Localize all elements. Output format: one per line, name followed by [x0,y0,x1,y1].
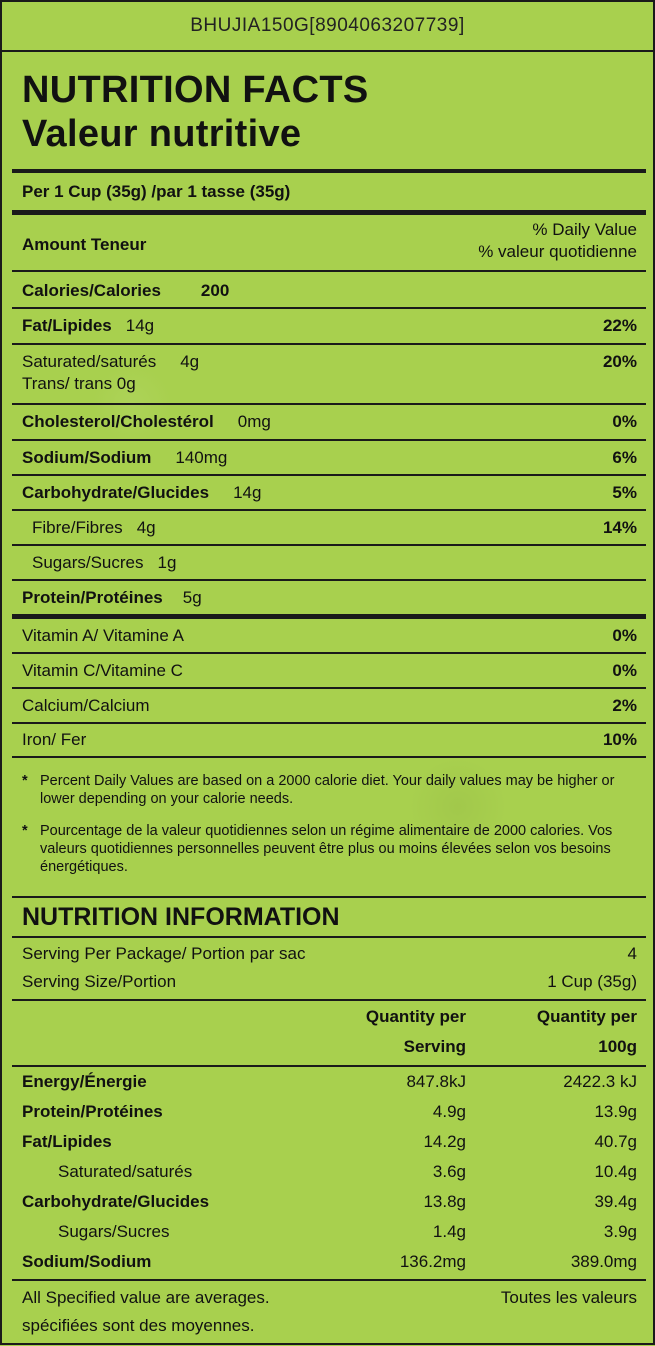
calories-value: 200 [200,281,230,300]
calories-label: Calories/Calories [22,281,161,300]
table-row [22,1132,637,1162]
vitamin-c-row [22,660,637,682]
sodium-row [22,447,637,469]
size-label: Serving Size/Portion [22,972,177,991]
table-row [22,1072,637,1102]
rule [12,579,646,581]
rule [12,544,646,546]
table-row [22,1192,637,1222]
product-code: BHUJIA150G[8904063207739] [2,2,653,52]
serving-size: Per 1 Cup (35g) /par 1 tasse (35g) [22,182,291,201]
rule-thick [12,169,646,173]
rule [12,474,646,476]
rule-thick [12,614,646,619]
info-title: NUTRITION INFORMATION [22,903,340,931]
nutrient-label: Saturated/saturés [22,352,157,371]
saturated-row [22,351,637,373]
nutrient-pct: 22% [602,316,637,335]
nutrient-label: Carbohydrate/Glucides [22,483,210,502]
footnote-text: Pourcentage de la valeur quotidiennes selon un régime alimentaire de 2000 calories. Vos valeurs quotidiennes personnelles peuvent être plus ou moins élevées selon vos besoins énergétiques. [40,823,613,875]
nutrient-pct: 6% [612,448,637,467]
rule [12,509,646,511]
protein-row [22,587,637,609]
footnote-text: Percent Daily Values are based on a 2000 calorie diet. Your daily values may be higher or lower depending on your calorie needs. [40,773,615,807]
trans-row [22,373,637,395]
row-serving: 13.8g [423,1192,466,1211]
footer-fr: Toutes les valeurs [500,1288,637,1307]
facts-title-en: NUTRITION FACTS [22,69,369,111]
rule [12,756,646,758]
row-serving: 3.6g [432,1162,466,1181]
nutrient-pct: 5% [612,483,637,502]
trans-label: Trans/ trans 0g [22,374,136,393]
col-serving-header: Serving [403,1037,466,1056]
nutrient-pct: 14% [602,518,637,537]
rule [12,999,646,1001]
rule [12,270,646,272]
nutrient-value: 0mg [237,412,271,431]
column-header-row-1 [22,1007,637,1037]
amount-header [22,220,637,266]
footnote-en [22,772,622,808]
row-label: Protein/Protéines [22,1102,163,1121]
rule [12,439,646,441]
rule [12,652,646,654]
row-label: Energy/Énergie [22,1072,147,1091]
rule [12,343,646,345]
table-row [22,1102,637,1132]
rule [12,722,646,724]
amount-label: Amount Teneur [22,235,147,254]
vitamin-label: Iron/ Fer [22,730,87,749]
col-100g-header: 100g [598,1037,637,1056]
nutrient-label: Fibre/Fibres [32,518,123,537]
nutrient-value: 4g [180,352,200,371]
rule [12,1279,646,1281]
vitamin-a-row [22,625,637,647]
asterisk-icon: * [22,823,28,839]
footnote-fr [22,822,622,876]
facts-title [22,68,368,156]
footer-fr: spécifiées sont des moyennes. [22,1316,255,1335]
row-serving: 14.2g [423,1132,466,1151]
calcium-row [22,695,637,717]
rule [12,1065,646,1067]
row-per100: 10.4g [594,1162,637,1181]
size-value: 1 Cup (35g) [547,972,637,991]
col-100g-header: Quantity per [536,1007,637,1026]
row-label: Saturated/saturés [58,1162,193,1181]
row-label: Sodium/Sodium [22,1252,152,1271]
fibre-row [22,517,637,539]
row-serving: 1.4g [432,1222,466,1241]
footer-row [22,1288,637,1318]
servings-label: Serving Per Package/ Portion par sac [22,944,306,963]
fat-row [22,315,637,337]
nutrient-label: Cholesterol/Cholestérol [22,412,214,431]
vitamin-label: Vitamin A/ Vitamine A [22,626,184,645]
vitamin-pct: 10% [602,730,637,749]
vitamin-label: Calcium/Calcium [22,696,150,715]
rule [12,896,646,898]
row-per100: 3.9g [603,1222,637,1241]
row-per100: 2422.3 kJ [563,1072,637,1091]
nutrient-label: Fat/Lipides [22,316,112,335]
nutrient-value: 5g [182,588,202,607]
table-row [22,1222,637,1252]
rule-thick [12,210,646,215]
footer-row [22,1316,637,1346]
vitamin-pct: 0% [612,626,637,645]
row-per100: 13.9g [594,1102,637,1121]
row-per100: 39.4g [594,1192,637,1211]
nutrient-value: 4g [136,518,156,537]
column-header-row-2 [22,1037,637,1067]
asterisk-icon: * [22,773,28,789]
nutrient-label: Sodium/Sodium [22,448,152,467]
nutrient-pct: 20% [602,352,637,371]
rule [12,687,646,689]
rule [12,403,646,405]
row-label: Fat/Lipides [22,1132,112,1151]
servings-per-package-row [22,944,637,974]
nutrient-value: 140mg [175,448,228,467]
iron-row [22,729,637,751]
row-serving: 4.9g [432,1102,466,1121]
nutrient-value: 14g [125,316,155,335]
calories-row [22,280,637,302]
nutrient-pct: 0% [612,412,637,431]
col-serving-header: Quantity per [365,1007,466,1026]
cholesterol-row [22,411,637,433]
row-per100: 40.7g [594,1132,637,1151]
dv-label-en: % Daily Value [532,220,637,239]
nutrient-label: Protein/Protéines [22,588,163,607]
table-row [22,1162,637,1192]
rule [12,936,646,938]
carbohydrate-row [22,482,637,504]
nutrient-value: 14g [233,483,262,502]
dv-label-fr: % valeur quotidienne [478,242,637,261]
servings-value: 4 [627,944,637,963]
row-serving: 136.2mg [399,1252,466,1271]
rule [12,307,646,309]
serving-size-row [22,972,637,1002]
row-label: Carbohydrate/Glucides [22,1192,210,1211]
vitamin-label: Vitamin C/Vitamine C [22,661,183,680]
row-per100: 389.0mg [570,1252,637,1271]
sugars-row [22,552,637,574]
nutrient-label: Sugars/Sucres [32,553,144,572]
vitamin-pct: 0% [612,661,637,680]
nutrient-value: 1g [157,553,177,572]
footer-en: All Specified value are averages. [22,1288,270,1307]
vitamin-pct: 2% [612,696,637,715]
facts-title-fr: Valeur nutritive [22,113,302,155]
table-row [22,1252,637,1282]
row-serving: 847.8kJ [406,1072,466,1091]
row-label: Sugars/Sucres [58,1222,170,1241]
